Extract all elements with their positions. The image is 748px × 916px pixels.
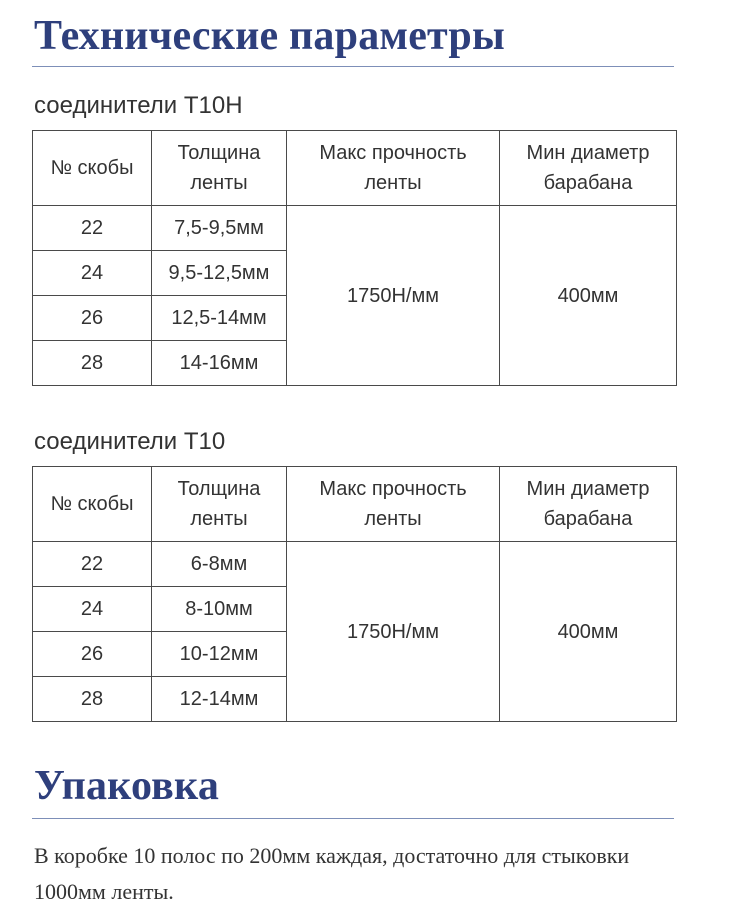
min-diameter-value: 400мм bbox=[500, 206, 677, 386]
header-line: Толщина ленты bbox=[177, 142, 261, 194]
belt-thickness: 12,5-14мм bbox=[152, 296, 287, 341]
table-header-row bbox=[33, 131, 677, 206]
belt-thickness: 9,5-12,5мм bbox=[152, 251, 287, 296]
belt-thickness: 8-10мм bbox=[152, 587, 287, 632]
staple-number: 26 bbox=[33, 296, 152, 341]
belt-thickness: 12-14мм bbox=[152, 677, 287, 722]
packaging-text: В коробке 10 полос по 200мм каждая, достаточно для стыковки 1000мм ленты. bbox=[34, 843, 630, 904]
table-caption: соединители T10 bbox=[34, 428, 226, 455]
header-staple-number: № скобы bbox=[33, 467, 152, 542]
staple-number: 28 bbox=[33, 677, 152, 722]
staple-number: 28 bbox=[33, 341, 152, 386]
section-title-packaging: Упаковка bbox=[34, 763, 220, 809]
section-divider bbox=[32, 818, 674, 819]
max-strength-value: 1750Н/мм bbox=[287, 206, 500, 386]
belt-thickness: 6-8мм bbox=[152, 542, 287, 587]
section-divider bbox=[32, 66, 674, 67]
table-row bbox=[33, 206, 677, 251]
table-caption: соединители T10H bbox=[34, 92, 243, 119]
section-title-tech: Технические параметры bbox=[34, 13, 505, 59]
header-line: Мин диаметр барабана bbox=[526, 142, 650, 194]
staple-number: 26 bbox=[33, 632, 152, 677]
belt-thickness: 14-16мм bbox=[152, 341, 287, 386]
belt-thickness: 10-12мм bbox=[152, 632, 287, 677]
header-max-strength bbox=[287, 467, 500, 542]
header-min-diameter bbox=[500, 131, 677, 206]
staple-number: 24 bbox=[33, 251, 152, 296]
max-strength-value: 1750Н/мм bbox=[287, 542, 500, 722]
table-header-row bbox=[33, 467, 677, 542]
header-line: Мин диаметр барабана bbox=[526, 478, 650, 530]
header-max-strength bbox=[287, 131, 500, 206]
belt-thickness: 7,5-9,5мм bbox=[152, 206, 287, 251]
header-line: Макс прочность ленты bbox=[319, 478, 467, 530]
table-row bbox=[33, 542, 677, 587]
staple-number: 22 bbox=[33, 206, 152, 251]
spec-table-t10h bbox=[32, 130, 677, 386]
spec-table-t10 bbox=[32, 466, 677, 722]
header-min-diameter bbox=[500, 467, 677, 542]
staple-number: 24 bbox=[33, 587, 152, 632]
header-line: Толщина ленты bbox=[177, 478, 261, 530]
header-staple-number: № скобы bbox=[33, 131, 152, 206]
staple-number: 22 bbox=[33, 542, 152, 587]
header-line: Макс прочность ленты bbox=[319, 142, 467, 194]
header-belt-thickness bbox=[152, 467, 287, 542]
header-belt-thickness bbox=[152, 131, 287, 206]
min-diameter-value: 400мм bbox=[500, 542, 677, 722]
